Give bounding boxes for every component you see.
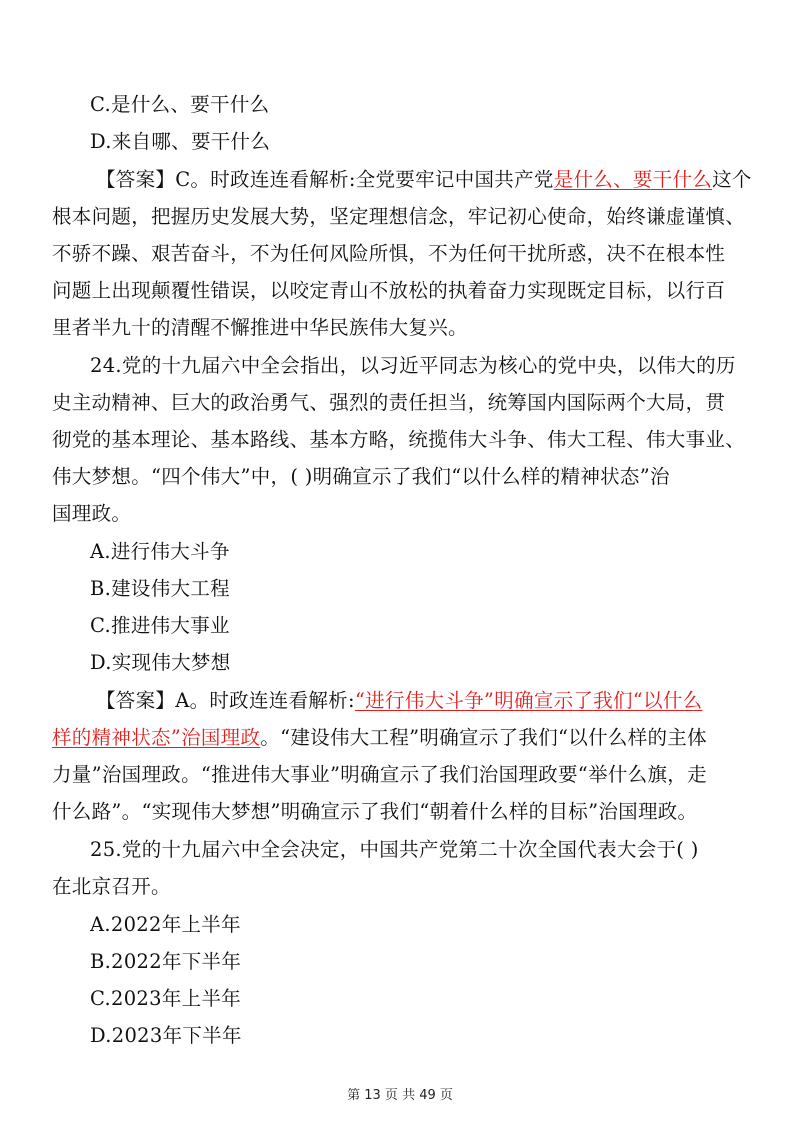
question-24-option-a: A.进行伟大斗争 (90, 540, 230, 563)
question-25-line-2: 在北京召开。 (52, 875, 171, 898)
answer-24-highlight-1: “进行伟大斗争”明确宣示了我们“以什么 (354, 689, 703, 712)
answer-24-line2-tail: 。“建设伟大工程”明确宣示了我们“以什么样的主体 (260, 726, 707, 749)
prev-option-c: C.是什么、要干什么 (90, 93, 270, 116)
answer-24-line-1 (96, 688, 756, 714)
question-24-line-2: 史主动精神、巨大的政治勇气、强烈的责任担当，统筹国内国际两个大局，贯 (52, 391, 726, 414)
answer-23-lead: 【答案】C。时政连连看解析:全党要牢记中国共产党 (96, 168, 554, 191)
answer-24-line-3: 力量”治国理政。“推进伟大事业”明确宣示了我们治国理政要“举什么旗，走 (52, 763, 707, 786)
question-25-option-a: A.2022年上半年 (90, 913, 241, 936)
question-25-option-b: B.2022年下半年 (90, 950, 242, 973)
answer-23-line-1 (96, 167, 756, 193)
answer-23-line-2: 根本问题，把握历史发展大势，坚定理想信念，牢记初心使命，始终谦虚谨慎、 (52, 205, 746, 228)
question-24-line-3: 彻党的基本理论、基本路线、基本方略，统揽伟大斗争、伟大工程、伟大事业、 (52, 428, 746, 451)
question-24-option-c: C.推进伟大事业 (90, 614, 230, 637)
answer-24-line-2 (52, 725, 712, 751)
answer-24-lead: 【答案】A。时政连连看解析: (96, 689, 355, 712)
question-24-line-4: 伟大梦想。“四个伟大”中，( )明确宣示了我们“以什么样的精神状态”治 (52, 465, 670, 488)
answer-24-highlight-2: 样的精神状态”治国理政 (52, 726, 261, 749)
page-footer: 第 13 页 共 49 页 (347, 1088, 453, 1103)
answer-23-highlight: 是什么、要干什么 (553, 168, 713, 191)
answer-23-line-5: 里者半九十的清醒不懈推进中华民族伟大复兴。 (52, 316, 468, 339)
question-24-line-5: 国理政。 (52, 502, 132, 525)
answer-23-line1-tail: 这个 (712, 168, 752, 191)
answer-23-line-3: 不骄不躁、艰苦奋斗，不为任何风险所惧，不为任何干扰所惑，决不在根本性 (52, 242, 726, 265)
answer-23-line-4: 问题上出现颠覆性错误，以咬定青山不放松的执着奋力实现既定目标，以行百 (52, 279, 726, 302)
question-24-line-1: 24.党的十九届六中全会指出，以习近平同志为核心的党中央，以伟大的历 (90, 354, 736, 377)
prev-option-d: D.来自哪、要干什么 (90, 130, 271, 153)
question-24-option-b: B.建设伟大工程 (90, 577, 230, 600)
question-24-option-d: D.实现伟大梦想 (90, 651, 231, 674)
question-25-option-d: D.2023年下半年 (90, 1024, 242, 1047)
question-25-option-c: C.2023年上半年 (90, 987, 242, 1010)
answer-24-line-4: 什么路”。“实现伟大梦想”明确宣示了我们“朝着什么样的目标”治国理政。 (52, 800, 698, 823)
question-25-line-1: 25.党的十九届六中全会决定，中国共产党第二十次全国代表大会于( ) (90, 838, 699, 861)
